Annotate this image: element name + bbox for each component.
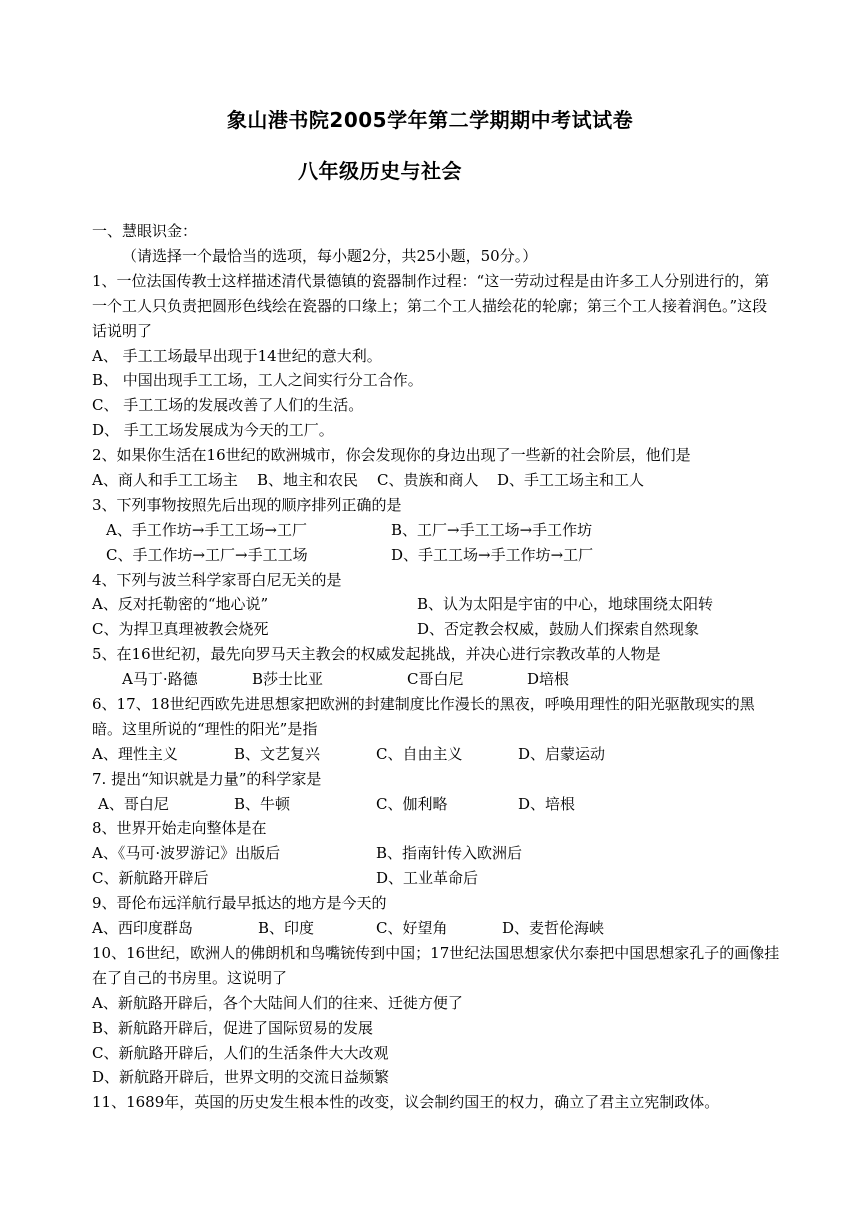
question-3-options-ab	[92, 518, 782, 543]
question-7-stem: 7. 提出“知识就是力量”的科学家是	[92, 769, 322, 788]
question-5-option-b: B莎士比亚	[252, 670, 324, 689]
question-10-option-d: D、新航路开辟后，世界文明的交流日益频繁	[92, 1068, 390, 1087]
question-8-option-c: C、新航路开辟后	[92, 869, 209, 888]
question-5-options	[92, 667, 782, 692]
question-8-option-d: D、工业革命后	[376, 869, 479, 888]
question-8-options-ab	[92, 841, 782, 866]
question-2-option-a: A、商人和手工工场主	[92, 470, 238, 489]
question-3-option-d: D、手工工场→手工作坊→工厂	[391, 545, 594, 564]
question-1-stem: 1、一位法国传教士这样描述清代景德镇的瓷器制作过程：“这一劳动过程是由许多工人分别进行的，第一个工人只负责把圆形色线绘在瓷器的口缘上；第二个工人描绘花的轮廓；第三个工人接着润色。”这段话说明了	[92, 271, 770, 340]
question-8-option-a: A、《马可·波罗游记》出版后	[92, 844, 281, 863]
question-3-option-b: B、工厂→手工工场→手工作坊	[391, 520, 593, 539]
question-6-option-a: A、理性主义	[92, 744, 178, 763]
question-9-option-d: D、麦哲伦海峡	[502, 919, 605, 938]
question-2-stem: 2、如果你生活在16世纪的欧洲城市，你会发现你的身边出现了一些新的社会阶层，他们是	[92, 446, 691, 465]
question-4-stem: 4、下列与波兰科学家哥白尼无关的是	[92, 570, 342, 589]
question-1-option-b: B、 中国出现手工工场，工人之间实行分工合作。	[92, 371, 423, 390]
section-heading: 一、慧眼识金：	[92, 222, 198, 240]
question-3-option-a: A、手工作坊→手工工场→工厂	[106, 520, 307, 539]
question-7-option-d: D、培根	[518, 794, 576, 813]
question-7-option-a: A、哥白尼	[98, 794, 169, 813]
question-6-options	[92, 742, 782, 767]
question-1-option-a: A、 手工工场最早出现于14世纪的意大利。	[92, 346, 382, 365]
question-11-stem: 11、1689年，英国的历史发生根本性的改变，议会制约国王的权力，确立了君主立宪制政体。	[92, 1093, 720, 1112]
question-6-stem: 6、17、18世纪西欧先进思想家把欧洲的封建制度比作漫长的黑夜，呼唤用理性的阳光驱散现实的黑暗。这里所说的“理性的阳光”是指	[92, 694, 755, 738]
question-5-option-a: A马丁·路德	[122, 670, 198, 689]
question-10-option-b: B、新航路开辟后，促进了国际贸易的发展	[92, 1018, 374, 1037]
question-10-stem: 10、16世纪，欧洲人的佛朗机和鸟嘴铳传到中国；17世纪法国思想家伏尔泰把中国思想家孔子的画像挂在了自己的书房里。这说明了	[92, 943, 780, 987]
question-6-option-d: D、启蒙运动	[518, 744, 606, 763]
question-8-option-b: B、指南针传入欧洲后	[376, 844, 523, 863]
question-7-option-c: C、伽利略	[376, 794, 448, 813]
question-3-option-c: C、手工作坊→工厂→手工工场	[106, 545, 308, 564]
question-2-option-b: B、地主和农民	[257, 470, 359, 489]
question-5-stem: 5、在16世纪初，最先向罗马天主教会的权威发起挑战，并决心进行宗教改革的人物是	[92, 645, 661, 664]
question-9-options	[92, 916, 782, 941]
question-6-option-b: B、文艺复兴	[234, 744, 321, 763]
exam-subtitle: 八年级历史与社会	[298, 159, 462, 183]
question-1-option-d: D、 手工工场发展成为今天的工厂。	[92, 421, 334, 440]
question-9-stem: 9、哥伦布远洋航行最早抵达的地方是今天的	[92, 894, 387, 913]
question-4-options-cd	[92, 617, 782, 642]
question-1-option-c: C、 手工工场的发展改善了人们的生活。	[92, 396, 364, 415]
question-10-option-c: C、新航路开辟后，人们的生活条件大大改观	[92, 1043, 389, 1062]
question-4-option-b: B、认为太阳是宇宙的中心，地球围绕太阳转	[417, 595, 714, 614]
question-10-option-a: A、新航路开辟后，各个大陆间人们的往来、迁徙方便了	[92, 993, 463, 1012]
question-7-options	[92, 792, 782, 817]
exam-title: 象山港书院2005学年第二学期期中考试试卷	[226, 108, 634, 132]
question-9-option-c: C、好望角	[376, 919, 448, 938]
question-7-option-b: B、牛顿	[234, 794, 291, 813]
question-2-option-c: C、贵族和商人	[377, 470, 479, 489]
question-3-stem: 3、下列事物按照先后出现的顺序排列正确的是	[92, 495, 402, 514]
question-9-option-a: A、西印度群岛	[92, 919, 193, 938]
question-5-option-c: C哥白尼	[407, 670, 464, 689]
question-4-option-a: A、反对托勒密的“地心说”	[92, 595, 269, 614]
exam-body	[92, 219, 782, 1115]
question-3-options-cd	[92, 543, 782, 568]
question-5-option-d: D培根	[527, 670, 570, 689]
section-instruction: （请选择一个最恰当的选项，每小题2分，共25小题，50分。）	[122, 246, 538, 265]
question-4-option-c: C、为捍卫真理被教会烧死	[92, 620, 269, 639]
question-8-options-cd	[92, 866, 782, 891]
question-8-stem: 8、世界开始走向整体是在	[92, 819, 267, 838]
question-6-option-c: C、自由主义	[376, 744, 463, 763]
question-2-option-d: D、手工工场主和工人	[497, 470, 645, 489]
question-4-option-d: D、否定教会权威，鼓励人们探索自然现象	[417, 620, 700, 639]
question-2-options	[92, 468, 782, 493]
question-9-option-b: B、印度	[258, 919, 315, 938]
question-4-options-ab	[92, 592, 782, 617]
